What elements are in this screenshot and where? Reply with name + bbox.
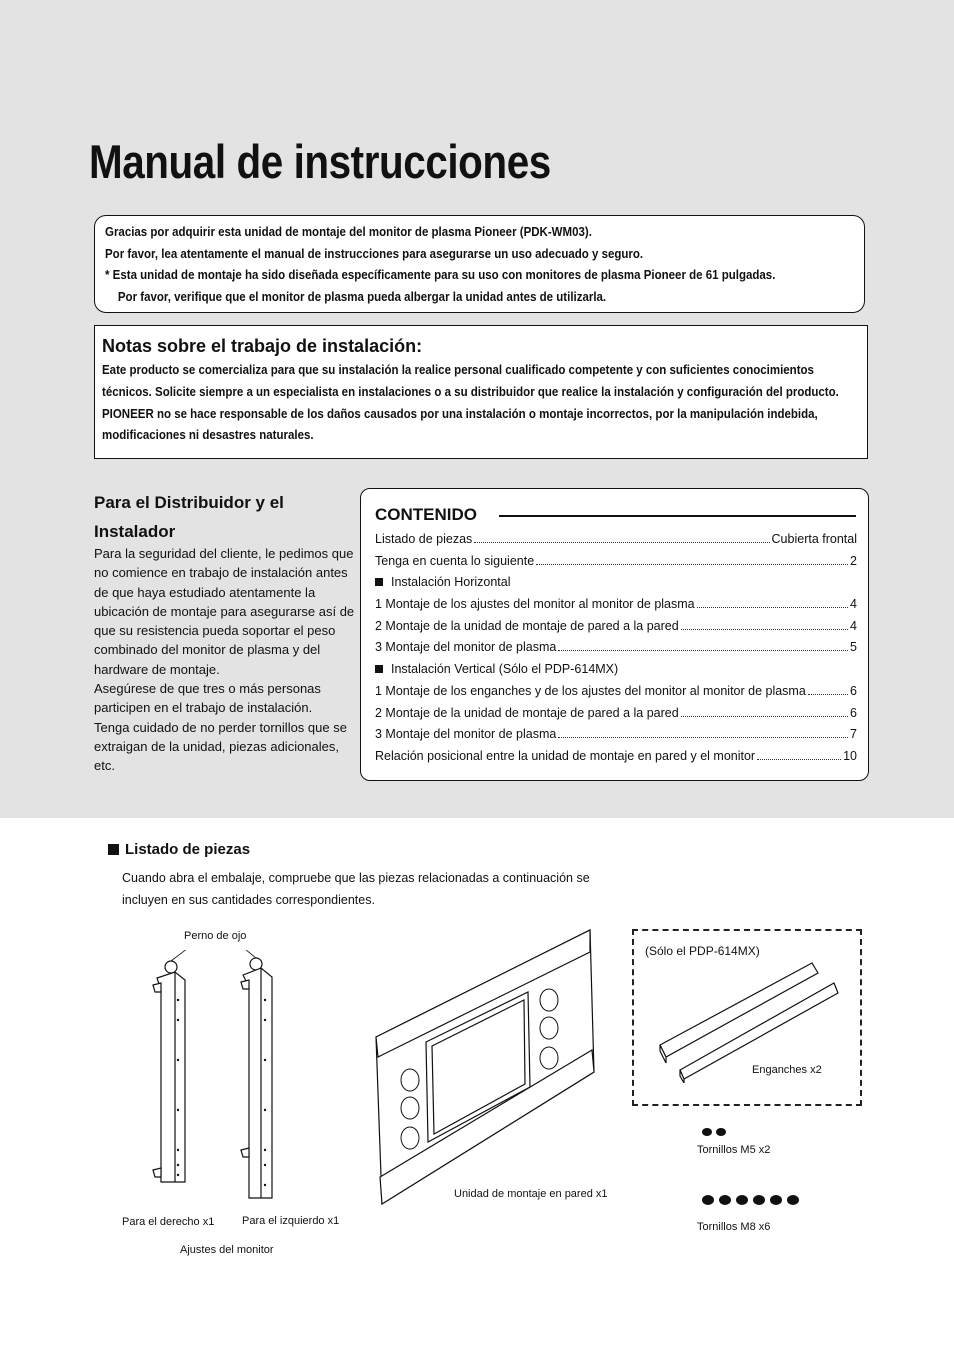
toc-leader-dots (681, 620, 848, 630)
toc-leader-dots (558, 641, 848, 651)
toc-entry-label: 1 Montaje de los enganches y de los ajustes del monitor al monitor de plasma (375, 683, 806, 698)
toc-entry (375, 532, 857, 554)
intro-line: Por favor, lea atentamente el manual de instrucciones para asegurarse un uso adecuado y seguro. (105, 246, 644, 261)
table-of-contents (375, 532, 857, 771)
toc-entry (375, 706, 857, 728)
toc-entry (375, 727, 857, 749)
parts-text: Cuando abra el embalaje, compruebe que las piezas relacionadas a continuación se incluyen en sus cantidades correspondientes. (122, 871, 590, 907)
page-title: Manual de instrucciones (89, 135, 551, 188)
square-bullet-icon (375, 665, 383, 673)
toc-leader-dots (474, 533, 769, 543)
toc-entry-page: 10 (843, 748, 857, 763)
m5-screws-icon (700, 1124, 730, 1138)
adjusters-label: Ajustes del monitor (180, 1244, 274, 1256)
square-bullet-icon (108, 844, 119, 855)
distributor-paragraph: Para la seguridad del cliente, le pedimos que no comience en trabajo de instalación antes de que haya estudiado atentamente la ubicación de montaje para asegurarse así de que su resistencia pueda soportar el peso combinado del monitor de plasma y del hardware de montaje. (94, 546, 355, 677)
toc-entry-page: 2 (850, 553, 857, 568)
eyebolt-label: Perno de ojo (184, 930, 247, 942)
installation-notes-box (94, 325, 868, 459)
parts-heading-text: Listado de piezas (125, 841, 251, 858)
toc-entry (375, 684, 857, 706)
notes-text: Eate producto se comercializa para que su instalación la realice personal cualificado competente y con suficientes conocimientos técnicos. Solicite siempre a un especialista en instalaciones o a su distribuidor que realice la instalación y configuración del producto. PIONEER no se hace responsable de los daños causados por una instalación o montaje incorrectos, por la manipulación indebida, modificaciones ni desastres naturales. (102, 363, 839, 443)
toc-entry-label: 2 Montaje de la unidad de montaje de pared a la pared (375, 618, 679, 633)
wall-unit-label: Unidad de montaje en pared x1 (454, 1188, 608, 1200)
toc-entry (375, 597, 857, 619)
toc-entry-label: 3 Montaje del monitor de plasma (375, 727, 557, 742)
toc-entry-label: 2 Montaje de la unidad de montaje de pared a la pared (375, 705, 679, 720)
toc-entry-label: Listado de piezas (375, 532, 473, 546)
toc-entry-label: Tenga en cuenta lo siguiente (375, 553, 535, 568)
toc-leader-dots (808, 685, 848, 695)
toc-entry-label: 1 Montaje de los ajustes del monitor al monitor de plasma (375, 597, 695, 612)
intro-box (94, 215, 865, 313)
notes-title: Notas sobre el trabajo de instalación: (102, 336, 423, 356)
left-adjuster-label: Para el izquierdo x1 (242, 1215, 340, 1227)
hooks-label: Enganches x2 (752, 1064, 822, 1076)
contents-title: CONTENIDO (375, 505, 477, 524)
distributor-title: Para el Distribuidor y el Instalador (94, 493, 284, 541)
toc-section-heading (375, 662, 857, 684)
toc-entry-label: Relación posicional entre la unidad de montaje en pared y el monitor (375, 748, 756, 763)
toc-leader-dots (697, 598, 848, 608)
m5-screws-label: Tornillos M5 x2 (697, 1144, 771, 1156)
toc-entry (375, 640, 857, 662)
monitor-adjusters-illustration (140, 950, 290, 1205)
distributor-paragraph: Tenga cuidado de no perder tornillos que se extraigan de la unidad, piezas adicionales, etc. (94, 719, 347, 774)
toc-section-heading (375, 575, 857, 597)
toc-entry-page: Cubierta frontal (771, 532, 857, 546)
m8-screws-label: Tornillos M8 x6 (697, 1221, 771, 1233)
square-bullet-icon (375, 578, 383, 586)
toc-entry (375, 619, 857, 641)
toc-heading-text: Instalación Horizontal (391, 575, 511, 590)
contents-box (360, 488, 869, 781)
toc-entry-page: 4 (850, 618, 857, 633)
toc-entry (375, 749, 857, 771)
toc-leader-dots (558, 728, 848, 738)
toc-entry-page: 6 (850, 705, 857, 720)
distributor-paragraph: Asegúrese de que tres o más personas participen en el trabajo de instalación. (94, 681, 321, 716)
toc-entry-label: 3 Montaje del monitor de plasma (375, 640, 557, 655)
m8-screws-icon (700, 1192, 806, 1208)
model-note-label: (Sólo el PDP-614MX) (645, 944, 760, 958)
intro-line: Por favor, verifique que el monitor de plasma pueda albergar la unidad antes de utilizarla. (117, 289, 607, 304)
toc-leader-dots (536, 555, 848, 565)
right-adjuster-label: Para el derecho x1 (122, 1216, 215, 1228)
contents-rule (499, 515, 856, 517)
toc-entry (375, 554, 857, 576)
parts-heading (108, 841, 250, 858)
intro-line: Gracias por adquirir esta unidad de montaje del monitor de plasma Pioneer (PDK-WM03). (105, 225, 592, 239)
toc-entry-page: 4 (850, 597, 857, 612)
intro-line: * Esta unidad de montaje ha sido diseñada específicamente para su uso con monitores de plasma Pioneer de 61 pulgadas. (105, 268, 776, 282)
toc-entry-page: 7 (850, 727, 857, 742)
toc-entry-page: 6 (850, 683, 857, 698)
distributor-text (94, 544, 356, 776)
toc-entry-page: 5 (850, 640, 857, 655)
wall-mount-unit-illustration (368, 922, 598, 1212)
toc-leader-dots (757, 750, 841, 760)
toc-heading-text: Instalación Vertical (Sólo el PDP-614MX) (391, 662, 619, 677)
toc-leader-dots (681, 707, 848, 717)
